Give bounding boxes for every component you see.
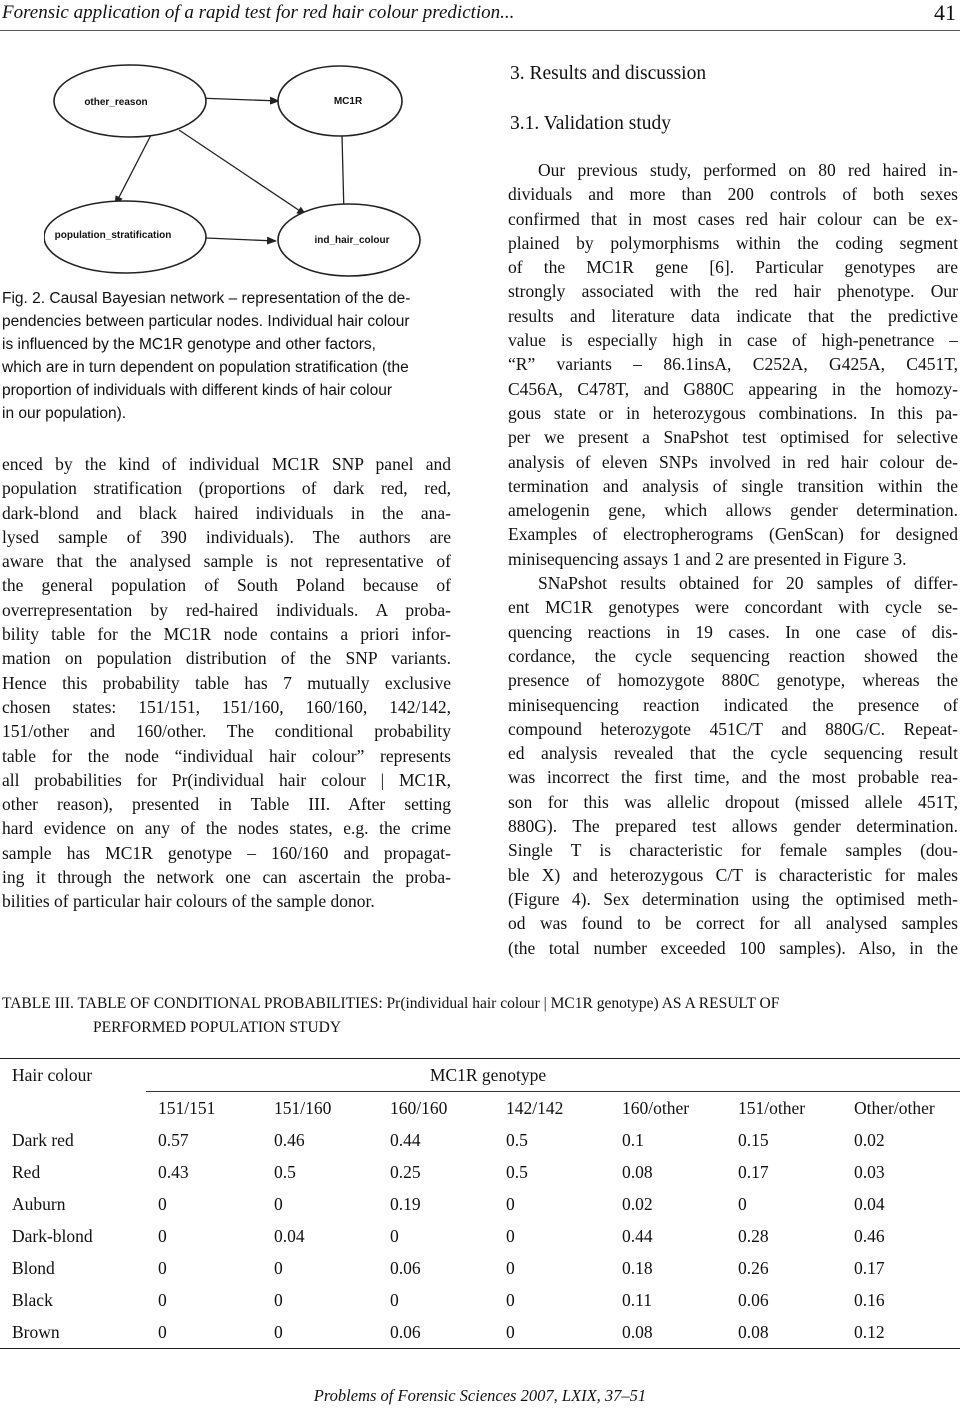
table-cell: 0.28 [738,1225,769,1246]
text-line: bility table for the MC1R node contains a priori infor- [2,624,451,645]
table-cell: 0 [158,1257,167,1278]
table-row [0,1124,960,1156]
table-cell: 0 [390,1225,399,1246]
journal-footer: Problems of Forensic Sciences 2007, LXIX, 37–51 [313,1386,647,1405]
table-cell: 0 [274,1289,283,1310]
table-cell: 0.08 [610,1316,726,1349]
table-cell: 0.18 [622,1257,653,1278]
text-line: aware that the analysed sample is not representative of [2,551,451,572]
node-label-population-stratification: population_stratification [54,230,172,241]
text-line: strongly associated with the red hair phenotype. Our [508,281,958,302]
text-line: chosen states: 151/151, 151/160, 160/160, 142/142, [2,696,451,717]
table-cell: 0 [274,1193,283,1214]
table-cell: 0.5 [506,1129,528,1150]
table-cell: 0 [506,1257,515,1278]
text-line: lysed sample of 390 individuals). The authors are [2,526,451,547]
text-line: termination and analysis of single transition within the [508,475,958,496]
text-line: compound heterozygote 451C/T and 880G/C. Repeat- [508,718,958,739]
table-cell: 0.02 [622,1193,653,1214]
node-label-other-reason: other_reason [84,97,148,108]
group-header-cell: MC1R genotype [146,1059,960,1092]
table-cell: 0.11 [622,1289,652,1310]
caption-line: Fig. 2. Causal Bayesian network – representation of the de- [2,290,411,307]
caption-line: is influenced by the MC1R genotype and other factors, [2,336,376,353]
table-header-row [0,1059,960,1092]
text-line: was incorrect the first time, and the most probable rea- [508,767,958,788]
caption-line: in our population). [2,405,127,422]
text-line: value is especially high in case of high-penetrance – [508,330,958,351]
edge-other-reason-to-population [115,135,151,205]
header-rule [0,30,960,31]
table-cell: 0.1 [622,1129,644,1150]
table-cell: 0.43 [158,1161,189,1182]
node-label-mc1r: MC1R [333,96,363,107]
text-line: (Figure 4). Sex determination using the optimised meth- [508,888,958,909]
table-cell: 0 [506,1193,515,1214]
table-cell: 0 [262,1316,378,1349]
table-cell: 0.46 [854,1225,885,1246]
text-line: other reason), presented in Table III. After setting [2,794,451,815]
table-cell: 0 [274,1257,283,1278]
table-cell: 0.19 [390,1193,421,1214]
table-cell: 0 [158,1289,167,1310]
table-caption-line: PERFORMED POPULATION STUDY [93,1019,342,1036]
text-line: ent MC1R genotypes were concordant with cycle se- [508,597,958,618]
text-line: of the MC1R gene [6]. Particular genotypes are [508,257,958,278]
figure-caption [2,287,449,425]
table-cell: 0.17 [854,1257,885,1278]
edge-mc1r-to-hair [342,135,344,215]
table-cell: 0 [146,1316,262,1349]
row-label-cell: Red [12,1161,41,1182]
text-line: (the total number exceeded 100 samples). Also, in the [508,937,958,958]
column-header: 151/151 [158,1097,216,1118]
running-title: Forensic application of a rapid test for red hair colour prediction... [2,2,515,23]
text-line: od was found to be correct for all analysed samples [508,913,958,934]
table-cell: 0.44 [390,1129,421,1150]
table-row [0,1252,960,1284]
table-row [0,1220,960,1252]
text-line: sample has MC1R genotype – 160/160 and propagat- [2,842,451,863]
text-line: ed analysis revealed that the cycle sequencing result [508,743,958,764]
column-header: 151/160 [274,1097,332,1118]
text-line: gous state or in heterozygous combinations. In this pa- [508,402,958,423]
empty-header-cell [0,1092,146,1125]
table-cell: 0.03 [854,1161,885,1182]
text-line: table for the node “individual hair colour” represents [2,745,451,766]
text-line: Hence this probability table has 7 mutually exclusive [2,672,451,693]
text-line: enced by the kind of individual MC1R SNP panel and [2,454,451,474]
table-cell: 0 [158,1193,167,1214]
text-line: Our previous study, performed on 80 red haired in- [538,160,958,180]
table-column-header-row [0,1092,960,1125]
edge-population-to-hair [206,238,276,241]
text-line: plained by polymorphisms within the coding segment [508,232,958,253]
table-cell: 0.08 [622,1161,653,1182]
table-cell: 0.44 [622,1225,653,1246]
row-label-cell: Auburn [12,1193,66,1214]
table-cell: 0.04 [274,1225,305,1246]
table-row [0,1156,960,1188]
text-line: 880G). The prepared test allows gender determination. [508,816,958,837]
text-line: dark-blond and black haired individuals in the ana- [2,502,451,523]
text-line: Single T is characteristic for female samples (dou- [508,840,958,861]
edge-other-reason-to-hair [179,130,306,215]
caption-line: which are in turn dependent on population stratification (the [2,359,409,376]
row-label-cell: Brown [0,1316,146,1349]
table-cell: 0.15 [738,1129,769,1150]
text-line: results and literature data indicate that the predictive [508,305,958,326]
caption-line: pendencies between particular nodes. Individual hair colour [2,313,410,330]
text-line: the general population of South Poland because of [2,575,451,596]
table-cell: 0.25 [390,1161,421,1182]
text-line: presence of homozygote 880C genotype, whereas the [508,670,958,691]
text-line: Examples of electropherograms (GenScan) for designed [508,524,958,545]
column-header: 160/160 [390,1097,448,1118]
text-line: 151/other and 160/other. The conditional probability [2,721,451,742]
table-cell: 0.04 [854,1193,885,1214]
text-line: population stratification (proportions of dark red, red, [2,478,451,499]
text-line: cordance, the cycle sequencing reaction showed the [508,645,958,666]
text-line: minisequencing reaction indicated the presence of [508,694,958,715]
table-cell: 0.26 [738,1257,769,1278]
table-cell: 0 [158,1225,167,1246]
table-caption [2,992,952,1040]
table-row [0,1284,960,1316]
table-cell: 0.12 [842,1316,960,1349]
text-line: son for this was allelic dropout (missed allele 451T, [508,791,958,812]
text-line: ing it through the network one can ascertain the proba- [2,867,451,888]
table-caption-line: TABLE III. TABLE OF CONDITIONAL PROBABILITIES: Pr(individual hair colour | MC1R genotype) AS A RESULT OF [2,995,780,1012]
table-cell: 0 [738,1193,747,1214]
table-cell: 0.06 [738,1289,769,1310]
table-cell: 0.5 [274,1161,296,1182]
right-column-text [508,158,958,960]
table-row [0,1316,960,1349]
section-heading: 3. Results and discussion [510,63,707,84]
table-cell: 0.06 [390,1257,421,1278]
table-cell: 0 [506,1289,515,1310]
text-line: quencing reactions in 19 cases. In one case of dis- [508,621,958,642]
text-line: analysis of eleven SNPs involved in red hair colour de- [508,451,958,472]
row-header-cell: Hair colour [0,1059,146,1092]
table-cell: 0.17 [738,1161,769,1182]
row-label-cell: Dark red [12,1129,74,1150]
edge-other-reason-to-mc1r [197,98,279,101]
text-line: per we present a SnaPshot test optimised for selective [508,427,958,448]
table-cell: 0.02 [854,1129,885,1150]
text-line: bilities of particular hair colours of the sample donor. [2,891,375,912]
table-cell: 0.06 [378,1316,494,1349]
column-header: 151/other [738,1097,806,1118]
table-body [0,1124,960,1349]
row-label-cell: Dark-blond [12,1225,93,1246]
text-line: dividuals and more than 200 controls of both sexes [508,184,958,205]
text-line: all probabilities for Pr(individual hair colour | MC1R, [2,769,451,790]
text-line: mation on population distribution of the SNP variants. [2,648,451,669]
table-cell: 0.16 [854,1289,885,1310]
node-label-ind-hair-colour: ind_hair_colour [314,235,390,246]
table-cell: 0 [494,1316,610,1349]
text-line: overrepresentation by red-haired individuals. A proba- [2,599,451,620]
text-line: minisequencing assays 1 and 2 are presented in Figure 3. [508,548,907,569]
text-line: confirmed that in most cases red hair colour can be ex- [508,208,958,229]
text-line: hard evidence on any of the nodes states, e.g. the crime [2,818,451,839]
subsection-heading: 3.1. Validation study [510,113,672,134]
column-header: 160/other [622,1097,690,1118]
bayesian-network-diagram [44,55,462,290]
left-column-text [2,452,451,914]
table-cell: 0 [390,1289,399,1310]
text-line: SNaPshot results obtained for 20 samples of differ- [538,573,958,594]
probability-table [0,1058,960,1349]
column-header: 142/142 [506,1097,564,1118]
column-header: Other/other [854,1097,935,1118]
table-cell: 0.08 [726,1316,842,1349]
text-line: “R” variants – 86.1insA, C252A, G425A, C451T, [508,354,958,375]
text-line: ble X) and heterozygous C/T is characteristic for males [508,864,958,885]
row-label-cell: Black [12,1289,53,1310]
page-number: 41 [934,0,956,25]
table-row [0,1188,960,1220]
table-cell: 0.5 [506,1161,528,1182]
table-cell: 0.57 [158,1129,189,1150]
table-cell: 0 [506,1225,515,1246]
table-cell: 0.46 [274,1129,305,1150]
caption-line: proportion of individuals with different kinds of hair colour [2,382,393,399]
row-label-cell: Blond [12,1257,55,1278]
text-line: C456A, C478T, and G880C appearing in the homozy- [508,378,958,399]
text-line: amelogenin gene, which allows gender determination. [508,500,958,521]
